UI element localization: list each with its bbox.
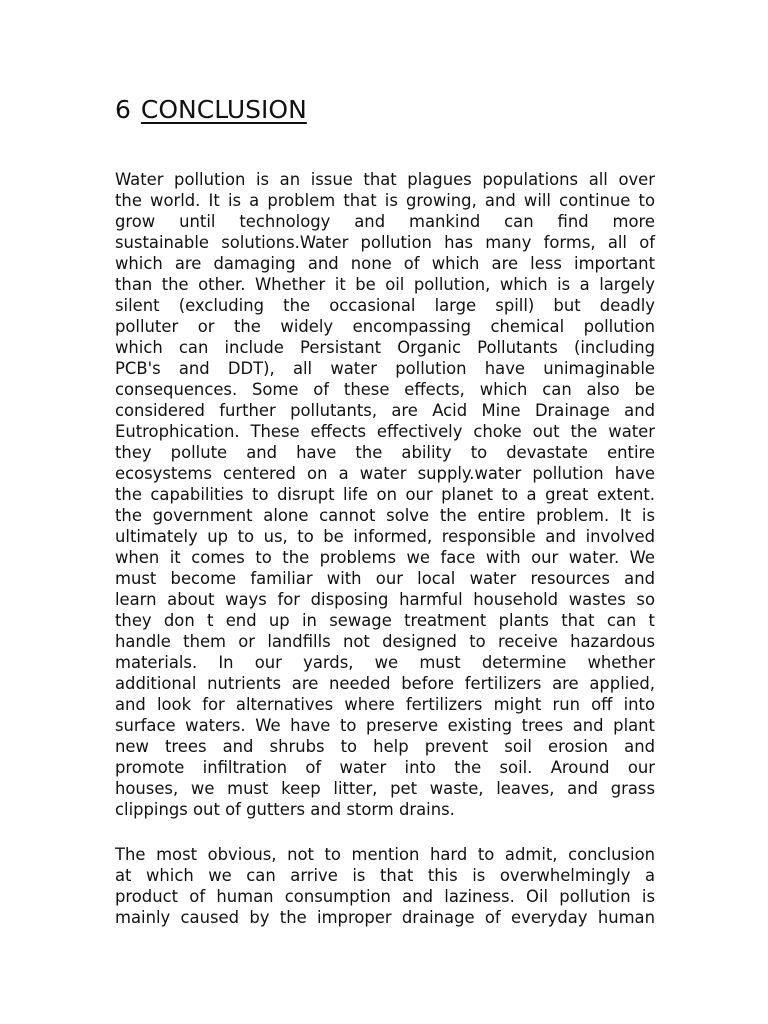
text-line: than the other. Whether it be oil pollution, which is a largely bbox=[115, 275, 655, 294]
text-line: they pollute and have the ability to devastate entire bbox=[115, 443, 655, 462]
text-line: mainly caused by the improper drainage of everyday human bbox=[115, 908, 655, 927]
text-line: The most obvious, not to mention hard to admit, conclusion bbox=[115, 845, 655, 864]
text-line: which are damaging and none of which are less important bbox=[115, 254, 655, 273]
text-line: clippings out of gutters and storm drains. bbox=[115, 800, 455, 819]
text-line: Water pollution is an issue that plagues populations all over bbox=[115, 170, 655, 189]
paragraph-2 bbox=[115, 844, 655, 928]
text-line: considered further pollutants, are Acid Mine Drainage and bbox=[115, 401, 655, 420]
text-line: Eutrophication. These effects effectively choke out the water bbox=[115, 422, 655, 441]
section-title: CONCLUSION bbox=[140, 95, 307, 124]
text-line: the government alone cannot solve the entire problem. It is bbox=[115, 506, 655, 525]
text-line: product of human consumption and laziness. Oil pollution is bbox=[115, 887, 655, 906]
text-line: promote infiltration of water into the soil. Around our bbox=[115, 758, 655, 777]
text-line: learn about ways for disposing harmful household wastes so bbox=[115, 590, 655, 609]
text-line: materials. In our yards, we must determine whether bbox=[115, 653, 655, 672]
text-line: the capabilities to disrupt life on our planet to a great extent. bbox=[115, 485, 655, 504]
paragraph-1 bbox=[115, 169, 655, 820]
text-line: the world. It is a problem that is growing, and will continue to bbox=[115, 191, 655, 210]
text-line: must become familiar with our local water resources and bbox=[115, 569, 655, 588]
text-line: grow until technology and mankind can find more bbox=[115, 212, 655, 231]
text-line: consequences. Some of these effects, which can also be bbox=[115, 380, 655, 399]
section-number: 6 bbox=[115, 95, 131, 124]
text-line: polluter or the widely encompassing chemical pollution bbox=[115, 317, 655, 336]
text-line: sustainable solutions.Water pollution has many forms, all of bbox=[115, 233, 655, 252]
text-line: PCB's and DDT), all water pollution have unimaginable bbox=[115, 359, 655, 378]
text-line: they don t end up in sewage treatment plants that can t bbox=[115, 611, 655, 630]
text-line: houses, we must keep litter, pet waste, leaves, and grass bbox=[115, 779, 655, 798]
text-line: at which we can arrive is that this is overwhelmingly a bbox=[115, 866, 655, 885]
text-line: additional nutrients are needed before fertilizers are applied, bbox=[115, 674, 655, 693]
text-line: handle them or landfills not designed to receive hazardous bbox=[115, 632, 655, 651]
text-line: silent (excluding the occasional large spill) but deadly bbox=[115, 296, 655, 315]
section-heading bbox=[115, 92, 307, 128]
text-line: ecosystems centered on a water supply.water pollution have bbox=[115, 464, 655, 483]
text-line: ultimately up to us, to be informed, responsible and involved bbox=[115, 527, 655, 546]
text-line: and look for alternatives where fertilizers might run off into bbox=[115, 695, 655, 714]
text-line: when it comes to the problems we face with our water. We bbox=[115, 548, 655, 567]
text-line: which can include Persistant Organic Pollutants (including bbox=[115, 338, 655, 357]
text-line: new trees and shrubs to help prevent soil erosion and bbox=[115, 737, 655, 756]
text-line: surface waters. We have to preserve existing trees and plant bbox=[115, 716, 655, 735]
